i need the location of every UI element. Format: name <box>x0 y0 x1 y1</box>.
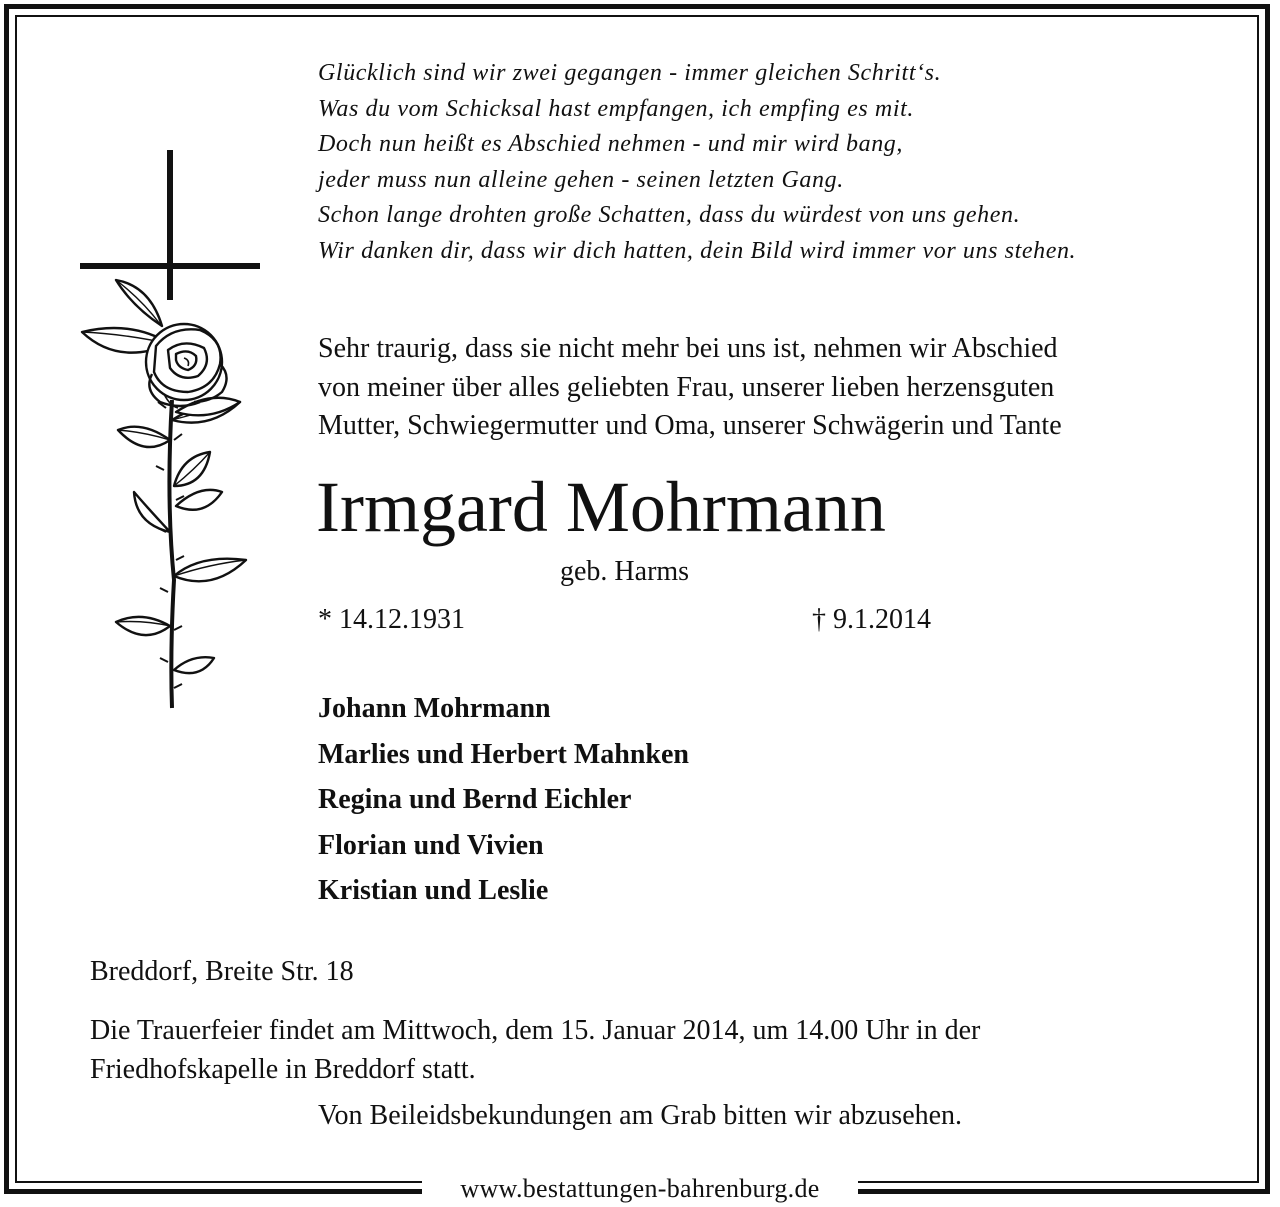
ceremony-notice <box>90 1012 1210 1089</box>
family-member: Johann Mohrmann <box>318 693 551 724</box>
poem-line: jeder muss nun alleine gehen - seinen letzten Gang. <box>318 166 844 193</box>
intro-line: Sehr traurig, dass sie nicht mehr bei uns ist, nehmen wir Abschied <box>318 333 1058 364</box>
poem-line: Doch nun heißt es Abschied nehmen - und mir wird bang, <box>318 131 903 158</box>
address: Breddorf, Breite Str. 18 <box>90 956 354 987</box>
intro-text <box>318 330 1218 446</box>
intro-line: von meiner über alles geliebten Frau, unserer lieben herzensguten <box>318 371 1055 403</box>
family-member: Marlies und Herbert Mahnken <box>318 738 689 770</box>
family-list <box>318 686 689 914</box>
ceremony-line: Friedhofskapelle in Breddorf statt. <box>90 1053 476 1085</box>
maiden-name: geb. Harms <box>560 556 690 587</box>
deceased-name: Irmgard Mohrmann <box>316 467 886 547</box>
family-member: Florian und Vivien <box>318 829 544 861</box>
intro-line: Mutter, Schwiegermutter und Oma, unserer Schwägerin und Tante <box>318 410 1062 441</box>
poem-line: Schon lange drohten große Schatten, dass du würdest von uns gehen. <box>318 202 1021 229</box>
ceremony-line: Die Trauerfeier findet am Mittwoch, dem 15. Januar 2014, um 14.00 Uhr in der <box>90 1015 981 1046</box>
poem-line: Was du vom Schicksal hast empfangen, ich empfing es mit. <box>318 95 914 122</box>
cross-rose-illustration <box>60 140 260 720</box>
poem-line: Glücklich sind wir zwei gegangen - immer gleichen Schritt‘s. <box>318 60 942 86</box>
death-date: † 9.1.2014 <box>812 604 931 635</box>
rose-icon <box>82 280 246 708</box>
family-member: Regina und Bernd Eichler <box>318 784 632 815</box>
cross-icon <box>80 150 260 300</box>
poem-line: Wir danken dir, dass wir dich hatten, dein Bild wird immer vor uns stehen. <box>318 237 1077 264</box>
birth-date: * 14.12.1931 <box>318 604 465 635</box>
poem <box>318 56 1238 270</box>
family-member: Kristian und Leslie <box>318 875 549 906</box>
condolence-note: Von Beileidsbekundungen am Grab bitten wir abzusehen. <box>317 1100 963 1131</box>
website-link[interactable]: www.bestattungen-bahrenburg.de <box>460 1174 820 1203</box>
